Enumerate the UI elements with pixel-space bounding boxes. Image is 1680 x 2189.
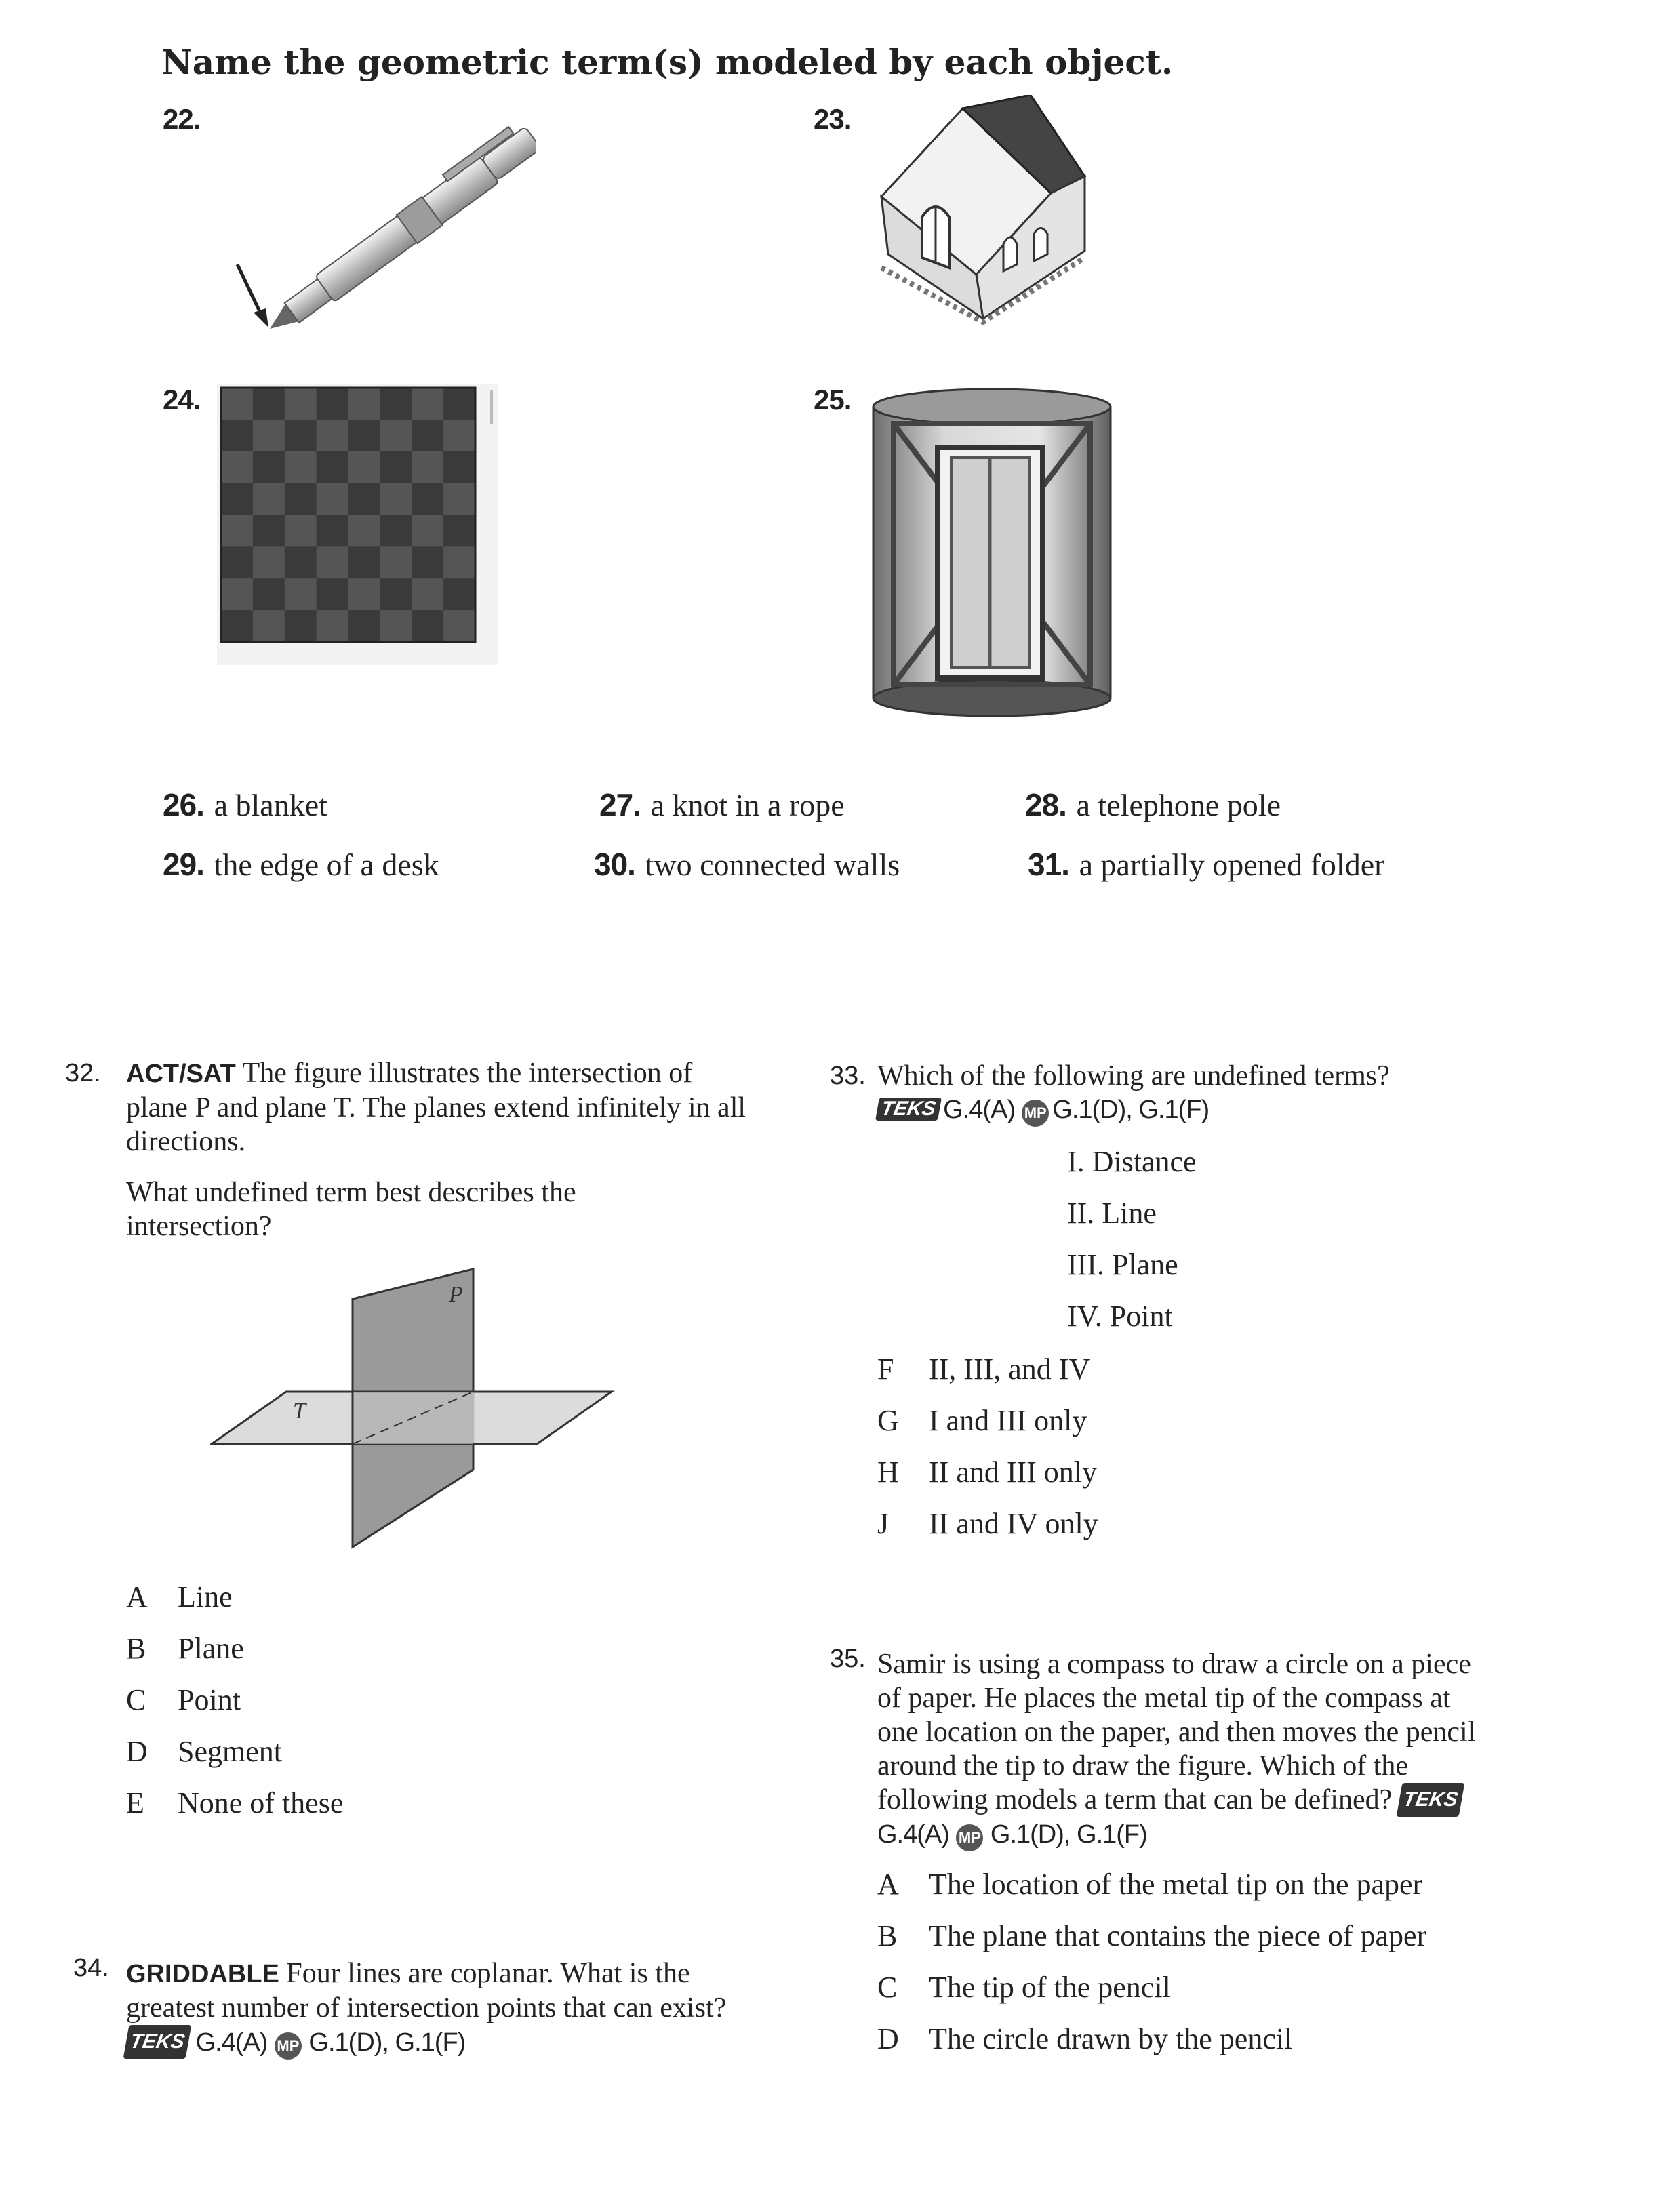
item-28 xyxy=(1025,786,1281,823)
q33-choice-h[interactable]: H II and III only xyxy=(877,1455,1098,1489)
revolving-door-image xyxy=(866,386,1124,725)
q35-mp-code: G.1(D), G.1(F) xyxy=(990,1820,1147,1849)
item-30-number: 30. xyxy=(594,847,635,882)
item-30-text: two connected walls xyxy=(645,847,900,882)
q33-roman-1: I. Distance xyxy=(1067,1145,1197,1178)
q33-choice-f[interactable]: F II, III, and IV xyxy=(877,1352,1091,1386)
q32-number: 32. xyxy=(65,1059,101,1087)
q33-roman-4: IV. Point xyxy=(1067,1300,1173,1333)
checker-square xyxy=(380,420,412,451)
q32-choice-b[interactable]: B Plane xyxy=(126,1632,244,1665)
checker-square xyxy=(221,515,253,547)
checker-square xyxy=(317,546,348,578)
item-28-text: a telephone pole xyxy=(1076,788,1281,822)
checker-square xyxy=(253,546,285,578)
q32-question: What undefined term best describes the intersection? xyxy=(126,1177,576,1242)
q32-choice-a[interactable]: A Line xyxy=(126,1580,233,1613)
item-24-number: 24. xyxy=(163,384,201,416)
pencil-image xyxy=(224,112,536,349)
q32-stem xyxy=(126,1056,757,1159)
q32-choice-d[interactable]: D Segment xyxy=(126,1735,282,1768)
checker-square xyxy=(253,483,285,515)
plane-p-label: P xyxy=(449,1282,463,1307)
checker-square xyxy=(443,420,475,451)
q35-stem xyxy=(877,1647,1494,1851)
house-image xyxy=(875,95,1092,325)
q32-choice-e[interactable]: E None of these xyxy=(126,1786,344,1820)
item-28-number: 28. xyxy=(1025,787,1066,822)
q34-mp-code: G.1(D), G.1(F) xyxy=(308,2028,466,2057)
q35-choice-b[interactable]: B The plane that contains the piece of paper xyxy=(877,1919,1427,1952)
checker-square xyxy=(380,546,412,578)
checker-square xyxy=(348,578,380,610)
item-31-number: 31. xyxy=(1028,847,1069,882)
checker-square xyxy=(412,388,443,420)
checker-square xyxy=(221,388,253,420)
item-27 xyxy=(599,786,845,823)
item-31 xyxy=(1028,846,1384,883)
item-23-number: 23. xyxy=(814,103,852,135)
checker-square xyxy=(380,610,412,642)
teks-badge: TEKS xyxy=(875,1098,942,1121)
q32-text: The figure illustrates the intersection of plane P and plane T. The planes extend infinitely in all directions. xyxy=(126,1058,746,1157)
checker-square xyxy=(348,515,380,547)
item-26-text: a blanket xyxy=(214,788,327,822)
checker-square xyxy=(285,388,317,420)
teks-badge: TEKS xyxy=(123,2025,192,2059)
q32-prefix: ACT/SAT xyxy=(126,1060,236,1088)
checker-square xyxy=(221,578,253,610)
checker-square xyxy=(348,388,380,420)
mp-badge: MP xyxy=(956,1824,983,1851)
item-27-text: a knot in a rope xyxy=(650,788,845,822)
q33-number: 33. xyxy=(830,1062,866,1090)
checker-square xyxy=(317,610,348,642)
item-29-number: 29. xyxy=(163,847,204,882)
q35-text: Samir is using a compass to draw a circle on a piece of paper. He places the metal tip of the compass at one location on the paper, and then moves the pencil around the tip to draw the figure. Which of the following models a term that can be defined? xyxy=(877,1649,1476,1815)
q32-choice-c[interactable]: C Point xyxy=(126,1683,241,1716)
plane-t-label: T xyxy=(293,1399,306,1424)
q33-roman-3: III. Plane xyxy=(1067,1248,1178,1281)
checker-square xyxy=(317,483,348,515)
q35-teks-code: G.4(A) xyxy=(877,1820,949,1849)
q34-stem xyxy=(126,1956,736,2060)
checker-square xyxy=(412,578,443,610)
checker-square xyxy=(412,515,443,547)
checker-square xyxy=(380,483,412,515)
q33-mp-code: G.1(D), G.1(F) xyxy=(1052,1096,1209,1124)
checker-square xyxy=(285,578,317,610)
q34-teks-code: G.4(A) xyxy=(195,2028,268,2057)
checker-square xyxy=(443,546,475,578)
teks-badge: TEKS xyxy=(1396,1783,1464,1817)
checker-square xyxy=(221,451,253,483)
q35-choice-c[interactable]: C The tip of the pencil xyxy=(877,1971,1171,2004)
item-22-number: 22. xyxy=(163,103,201,135)
mp-badge: MP xyxy=(1022,1100,1049,1127)
item-31-text: a partially opened folder xyxy=(1079,847,1385,882)
q33-choice-j[interactable]: J II and IV only xyxy=(877,1507,1098,1540)
checker-square xyxy=(285,451,317,483)
checker-square xyxy=(253,420,285,451)
q35-number: 35. xyxy=(830,1645,866,1673)
item-30 xyxy=(594,846,900,883)
item-26 xyxy=(163,786,327,823)
q34-number: 34. xyxy=(73,1954,109,1982)
item-27-number: 27. xyxy=(599,787,641,822)
q34-prefix: GRIDDABLE xyxy=(126,1960,279,1988)
checker-square xyxy=(443,610,475,642)
q35-choice-a[interactable]: A The location of the metal tip on the paper xyxy=(877,1868,1423,1901)
q35-choice-d[interactable]: D The circle drawn by the pencil xyxy=(877,2022,1293,2055)
q33-standards xyxy=(877,1096,1209,1127)
item-29-text: the edge of a desk xyxy=(214,847,439,882)
item-26-number: 26. xyxy=(163,787,204,822)
checker-square xyxy=(285,515,317,547)
mp-badge: MP xyxy=(275,2032,302,2060)
q33-choice-g[interactable]: G I and III only xyxy=(877,1404,1087,1437)
checker-square xyxy=(348,451,380,483)
item-29 xyxy=(163,846,439,883)
q33-roman-2: II. Line xyxy=(1067,1197,1157,1230)
planes-figure xyxy=(210,1261,631,1552)
checker-square xyxy=(412,451,443,483)
checker-square xyxy=(317,420,348,451)
q34-text: Four lines are coplanar. What is the greatest number of intersection points that can exist? xyxy=(126,1958,727,2024)
instruction-heading: Name the geometric term(s) modeled by each object. xyxy=(161,42,1174,82)
checkerboard-image xyxy=(217,384,502,668)
item-25-number: 25. xyxy=(814,384,852,416)
checker-square xyxy=(443,483,475,515)
q33-text: Which of the following are undefined terms? xyxy=(877,1060,1390,1091)
checker-square xyxy=(253,610,285,642)
q33-teks-code: G.4(A) xyxy=(943,1096,1016,1124)
